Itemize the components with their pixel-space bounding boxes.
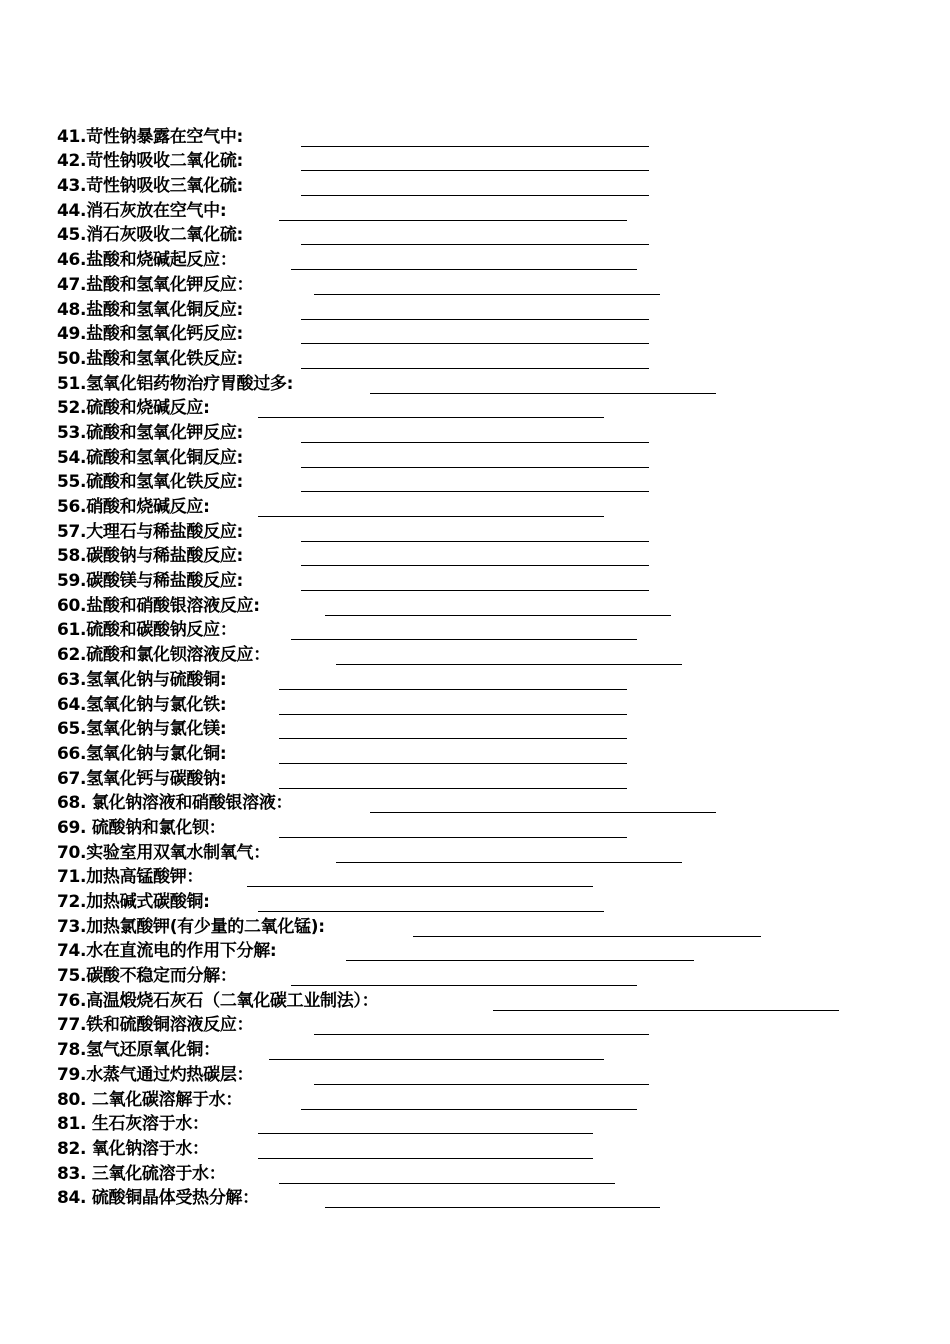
question-label: 77.铁和硫酸铜溶液反应： (57, 1015, 254, 1036)
question-item (57, 370, 378, 395)
question-item (57, 567, 378, 592)
question-label: 58.碳酸钠与稀盐酸反应: (57, 546, 244, 567)
answer-blank[interactable] (301, 319, 649, 320)
answer-blank[interactable] (301, 170, 649, 171)
question-label: 65.氢氧化钠与氯化镁: (57, 719, 227, 740)
question-item (57, 1061, 378, 1086)
question-label: 79.水蒸气通过灼热碳层： (57, 1064, 254, 1085)
question-item (57, 913, 378, 938)
question-label: 81. 生石灰溶于水： (57, 1114, 209, 1135)
answer-blank[interactable] (325, 1207, 660, 1208)
question-item (57, 864, 378, 889)
question-label: 72.加热碱式碳酸铜: (57, 892, 210, 912)
question-item (57, 271, 378, 296)
answer-blank[interactable] (413, 936, 761, 937)
answer-blank[interactable] (258, 911, 604, 912)
question-label: 55.硫酸和氢氧化铁反应: (57, 472, 244, 493)
answer-blank[interactable] (314, 1084, 649, 1085)
question-item (57, 1135, 378, 1160)
question-list (57, 123, 378, 1209)
answer-blank[interactable] (370, 812, 716, 813)
question-item (57, 1185, 378, 1210)
question-label: 64.氢氧化钠与氯化铁: (57, 694, 227, 715)
question-label: 73.加热氯酸钾(有少量的二氧化锰): (57, 916, 325, 937)
answer-blank[interactable] (258, 1133, 593, 1134)
answer-blank[interactable] (301, 195, 649, 196)
question-item (57, 1036, 378, 1061)
question-label: 48.盐酸和氢氧化铜反应: (57, 299, 244, 320)
answer-blank[interactable] (279, 689, 627, 690)
question-label: 45.消石灰吸收二氧化硫: (57, 225, 244, 246)
question-label: 43.苛性钠吸收三氧化硫: (57, 176, 244, 197)
question-item (57, 518, 378, 543)
question-label: 47.盐酸和氢氧化钾反应： (57, 274, 254, 295)
question-item (57, 617, 378, 642)
answer-blank[interactable] (346, 960, 694, 961)
question-item (57, 1111, 378, 1136)
answer-blank[interactable] (279, 1183, 615, 1184)
question-item (57, 814, 378, 839)
question-item (57, 839, 378, 864)
answer-blank[interactable] (279, 763, 627, 764)
question-label: 41.苛性钠暴露在空气中: (57, 126, 244, 147)
question-label: 42.苛性钠吸收二氧化硫: (57, 151, 244, 172)
question-label: 52.硫酸和烧碱反应: (57, 398, 210, 419)
question-item (57, 296, 378, 321)
question-label: 46.盐酸和烧碱起反应： (57, 250, 237, 271)
question-item (57, 469, 378, 494)
question-item (57, 641, 378, 666)
question-label: 53.硫酸和氢氧化钾反应: (57, 422, 244, 443)
answer-blank[interactable] (301, 565, 649, 566)
question-label: 50.盐酸和氢氧化铁反应: (57, 348, 244, 369)
question-item (57, 246, 378, 271)
answer-blank[interactable] (269, 1059, 604, 1060)
question-item (57, 419, 378, 444)
question-label: 84. 硫酸铜晶体受热分解： (57, 1188, 259, 1209)
question-label: 61.硫酸和碳酸钠反应： (57, 620, 237, 641)
question-item (57, 666, 378, 691)
question-item (57, 962, 378, 987)
answer-blank[interactable] (291, 639, 637, 640)
answer-blank[interactable] (279, 714, 627, 715)
question-item (57, 395, 378, 420)
question-label: 68. 氯化钠溶液和硝酸银溶液： (57, 793, 293, 814)
question-item (57, 1012, 378, 1037)
question-item (57, 938, 378, 963)
question-item (57, 716, 378, 741)
answer-blank[interactable] (301, 146, 649, 147)
question-label: 71.加热高锰酸钾： (57, 867, 204, 888)
question-item (57, 123, 378, 148)
answer-blank[interactable] (301, 467, 649, 468)
answer-blank[interactable] (301, 590, 649, 591)
question-label: 83. 三氧化硫溶于水： (57, 1163, 226, 1184)
question-label: 59.碳酸镁与稀盐酸反应: (57, 571, 244, 592)
question-item (57, 321, 378, 346)
question-item (57, 197, 378, 222)
question-label: 69. 硫酸钠和氯化钡： (57, 817, 226, 838)
question-label: 74.水在直流电的作用下分解: (57, 941, 277, 962)
question-item (57, 222, 378, 247)
question-label: 49.盐酸和氢氧化钙反应: (57, 324, 244, 345)
question-label: 67.氢氧化钙与碳酸钠: (57, 768, 227, 789)
question-item (57, 148, 378, 173)
question-label: 57.大理石与稀盐酸反应: (57, 521, 244, 542)
question-label: 80. 二氧化碳溶解于水： (57, 1089, 243, 1110)
answer-blank[interactable] (336, 862, 682, 863)
question-item (57, 1086, 378, 1111)
answer-blank[interactable] (279, 738, 627, 739)
question-label: 78.氢气还原氧化铜： (57, 1040, 220, 1061)
answer-blank[interactable] (493, 1010, 839, 1011)
question-label: 66.氢氧化钠与氯化铜: (57, 743, 227, 764)
question-item (57, 765, 378, 790)
answer-blank[interactable] (291, 985, 637, 986)
answer-blank[interactable] (279, 220, 627, 221)
question-item (57, 592, 378, 617)
answer-blank[interactable] (314, 1034, 649, 1035)
question-item (57, 790, 378, 815)
answer-blank[interactable] (301, 343, 649, 344)
answer-blank[interactable] (301, 368, 649, 369)
question-label: 76.高温煅烧石灰石（二氧化碳工业制法）： (57, 990, 379, 1011)
answer-blank[interactable] (258, 1158, 593, 1159)
question-item (57, 740, 378, 765)
answer-blank[interactable] (258, 417, 604, 418)
answer-blank[interactable] (279, 788, 627, 789)
question-item (57, 493, 378, 518)
question-label: 56.硝酸和烧碱反应: (57, 497, 210, 517)
answer-blank[interactable] (291, 269, 637, 270)
question-label: 62.硫酸和氯化钡溶液反应： (57, 645, 270, 666)
question-label: 54.硫酸和氢氧化铜反应: (57, 447, 244, 468)
answer-blank[interactable] (314, 294, 660, 295)
question-item (57, 1160, 378, 1185)
answer-blank[interactable] (325, 615, 671, 616)
answer-blank[interactable] (279, 837, 627, 838)
answer-blank[interactable] (336, 664, 682, 665)
answer-blank[interactable] (301, 244, 649, 245)
answer-blank[interactable] (370, 393, 716, 394)
question-item (57, 888, 378, 913)
question-item (57, 987, 378, 1012)
question-item (57, 172, 378, 197)
question-label: 51.氢氧化铝药物治疗胃酸过多: (57, 373, 294, 394)
answer-blank[interactable] (301, 1109, 637, 1110)
question-label: 75.碳酸不稳定而分解： (57, 966, 237, 987)
answer-blank[interactable] (301, 541, 649, 542)
answer-blank[interactable] (301, 491, 649, 492)
answer-blank[interactable] (301, 442, 649, 443)
answer-blank[interactable] (247, 886, 593, 887)
question-item (57, 691, 378, 716)
question-label: 70.实验室用双氧水制氧气： (57, 842, 270, 863)
question-item (57, 345, 378, 370)
question-label: 82. 氧化钠溶于水： (57, 1138, 209, 1159)
question-label: 44.消石灰放在空气中: (57, 200, 227, 221)
answer-blank[interactable] (258, 516, 604, 517)
question-item (57, 543, 378, 568)
question-label: 60.盐酸和硝酸银溶液反应: (57, 595, 260, 616)
question-item (57, 444, 378, 469)
question-label: 63.氢氧化钠与硫酸铜: (57, 669, 227, 690)
